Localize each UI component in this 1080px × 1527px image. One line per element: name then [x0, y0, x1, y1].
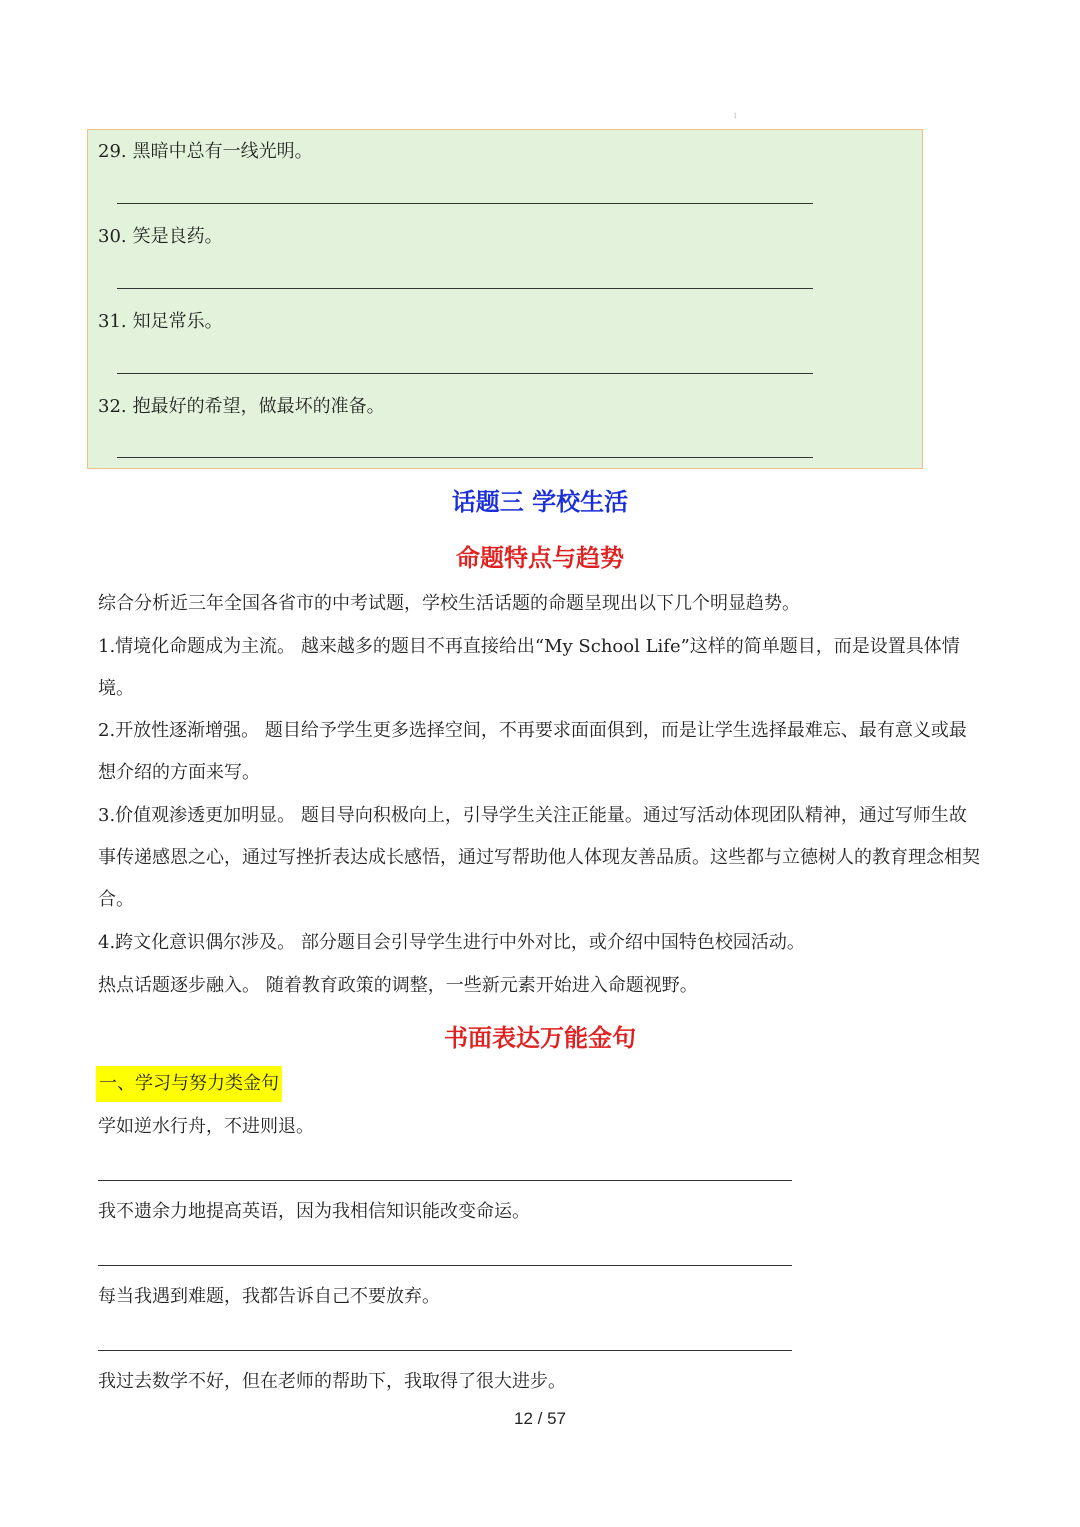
trend-paragraph-4: 4.跨文化意识偶尔涉及。 部分题目会引导学生进行中外对比，或介绍中国特色校园活动。 — [98, 932, 805, 953]
translation-exercise-box — [87, 129, 923, 469]
trend-paragraph-2: 2.开放性逐渐增强。 题目给予学生更多选择空间，不再要求面面俱到，而是让学生选择最难忘、最有意义或最想介绍的方面来写。 — [98, 720, 967, 783]
sentence-2: 我不遗余力地提高英语，因为我相信知识能改变命运。 — [98, 1201, 530, 1222]
sentence-3: 每当我遇到难题，我都告诉自己不要放弃。 — [98, 1286, 440, 1307]
answer-line[interactable] — [117, 288, 813, 289]
answer-line[interactable] — [98, 1265, 792, 1266]
exercise-item: 31. 知足常乐。 — [98, 311, 223, 332]
trend-paragraph-3: 3.价值观渗透更加明显。 题目导向积极向上，引导学生关注正能量。通过写活动体现团队精神，通过写师生故事传递感恩之心，通过写挫折表达成长感悟，通过写帮助他人体现友善品质。这些都与立德树人的教育理念相契合。 — [98, 805, 980, 910]
answer-line[interactable] — [117, 457, 813, 458]
corner-mark: 1 — [733, 112, 738, 120]
section-title-sentences: 书面表达万能金句 — [444, 1023, 636, 1052]
exercise-item: 30. 笑是良药。 — [98, 226, 223, 247]
answer-line[interactable] — [117, 203, 813, 204]
section-title-trends: 命题特点与趋势 — [456, 543, 624, 572]
intro-paragraph: 综合分析近三年全国各省市的中考试题，学校生活话题的命题呈现出以下几个明显趋势。 — [98, 593, 800, 614]
sentence-4: 我过去数学不好，但在老师的帮助下，我取得了很大进步。 — [98, 1371, 566, 1392]
answer-line[interactable] — [98, 1180, 792, 1181]
exercise-item: 29. 黑暗中总有一线光明。 — [98, 141, 313, 162]
answer-line[interactable] — [98, 1350, 792, 1351]
subsection-label: 一、学习与努力类金句 — [96, 1066, 282, 1102]
page-number: 12 / 57 — [514, 1409, 566, 1428]
exercise-item: 32. 抱最好的希望，做最坏的准备。 — [98, 396, 385, 417]
trend-paragraph-5: 热点话题逐步融入。 随着教育政策的调整，一些新元素开始进入命题视野。 — [98, 975, 698, 996]
trend-paragraph-1: 1.情境化命题成为主流。 越来越多的题目不再直接给出“My School Life”这样的简单题目，而是设置具体情境。 — [98, 636, 960, 699]
answer-line[interactable] — [117, 373, 813, 374]
topic-title: 话题三 学校生活 — [451, 487, 629, 516]
sentence-1: 学如逆水行舟，不进则退。 — [98, 1116, 314, 1137]
